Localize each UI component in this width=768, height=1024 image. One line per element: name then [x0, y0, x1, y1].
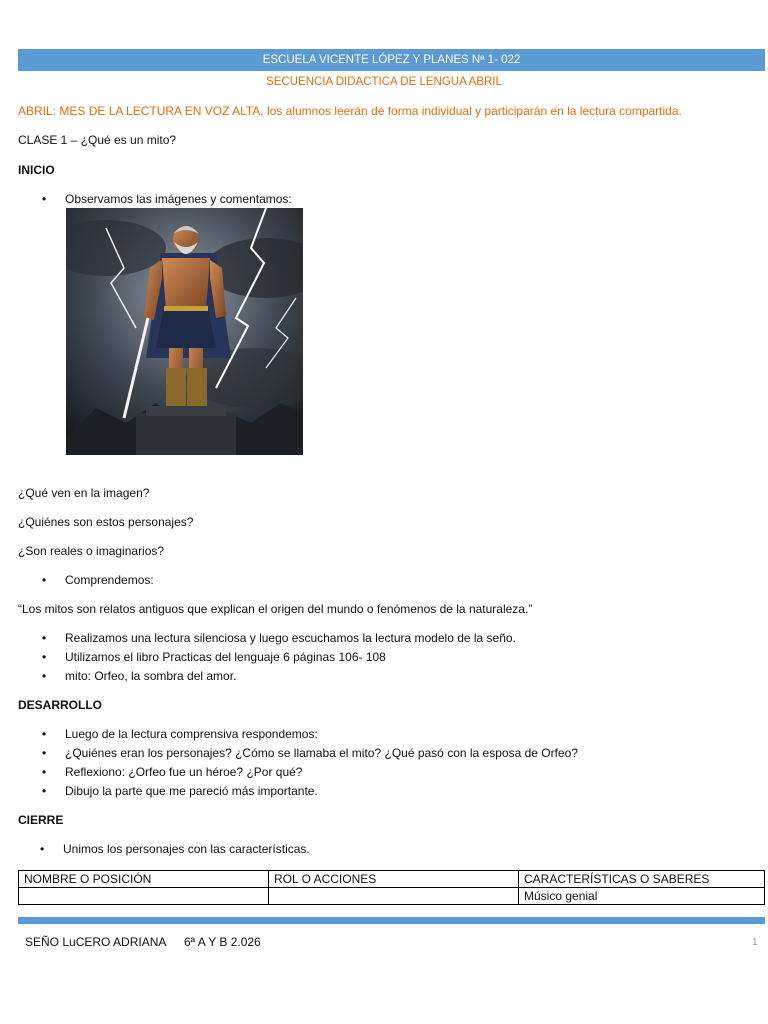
cierre-heading: CIERRE	[18, 813, 64, 827]
bullet-dot: •	[42, 746, 47, 760]
bullet-dot: •	[42, 192, 47, 206]
footer-divider	[18, 917, 765, 924]
question-text: ¿Son reales o imaginarios?	[18, 544, 165, 558]
bullet-dot: •	[42, 631, 47, 645]
question-text: ¿Quiénes son estos personajes?	[18, 515, 194, 529]
page-number: 1	[752, 937, 758, 948]
bullet-dot: •	[40, 842, 45, 856]
characters-table	[18, 870, 765, 905]
mythical-hero-image	[66, 208, 303, 455]
footer-teacher: SEÑO LuCERO ADRIANA	[25, 935, 167, 949]
table-header-cell: ROL O ACCIONES	[269, 871, 519, 888]
inicio-heading: INICIO	[18, 163, 55, 177]
myth-definition-quote: “Los mitos son relatos antiguos que explican el origen del mundo o fenómenos de la naturaleza.”	[18, 602, 533, 616]
bullet-dot: •	[42, 669, 47, 683]
bullet-dot: •	[42, 727, 47, 741]
intro-text: ABRIL: MES DE LA LECTURA EN VOZ ALTA, los alumnos leerán de forma individual y participarán en la lectura compartida.	[18, 104, 682, 118]
bullet-dot: •	[42, 784, 47, 798]
table-cell[interactable]: Músico genial	[519, 888, 765, 905]
sequence-subtitle: SECUENCIA DIDACTICA DE LENGUA ABRIL	[266, 76, 502, 88]
document-page: ESCUELA VICENTE LÓPEZ Y PLANES Nª 1- 022 SECUENCIA DIDACTICA DE LENGUA ABRIL ABRIL: MES DE LA LECTURA EN VOZ ALTA, los alumnos leerán de forma individual y participarán en la lectura compartida. CLASE 1 – ¿Qué es un mito? INICIO • Observamos las imágenes y comentamos: ¿Qué ven en la imagen? ¿Quiénes son estos personajes? ¿Son reales o imaginarios? • Comprendemos: “Los mitos son relatos antiguos que explican el origen del mundo o fenómenos de la naturaleza.” • Realizamos una lectura silenciosa y luego escuchamos la lectura modelo de la seño. • Utilizamos el libro Practicas del lenguaje 6 páginas 106- 108 • mito: Orfeo, la sombra del amor. DESARROLLO • Luego de la lectura comprensiva respondemos: • ¿Quiénes eran los personajes? ¿Cómo se llamaba el mito? ¿Qué pasó con la esposa de Orfeo? • Reflexiono: ¿Orfeo fue un héroe? ¿Por qué? • Dibujo la parte que me pareció más importante. CIERRE • Unimos los personajes con las características. NOMBRE O POSICIÓN ROL O ACCIONES CARACTERÍSTICAS O SABERES Músico genial SEÑO LuCERO ADRIANA 6ª A Y B 2.026 1	[0, 0, 768, 1024]
bullet-dot: •	[42, 573, 47, 587]
table-cell[interactable]	[19, 888, 269, 905]
table-header-cell: CARACTERÍSTICAS O SABERES	[519, 871, 765, 888]
bullet-dot: •	[42, 765, 47, 779]
bullet-dot: •	[42, 650, 47, 664]
table-cell[interactable]	[269, 888, 519, 905]
school-header: ESCUELA VICENTE LÓPEZ Y PLANES Nª 1- 022	[18, 49, 765, 71]
table-header-row	[19, 871, 765, 888]
class-title: CLASE 1 – ¿Qué es un mito?	[18, 133, 177, 147]
question-text: ¿Qué ven en la imagen?	[18, 486, 150, 500]
desarrollo-heading: DESARROLLO	[18, 698, 102, 712]
table-header-cell: NOMBRE O POSICIÓN	[19, 871, 269, 888]
footer-grade: 6ª A Y B 2.026	[184, 935, 261, 949]
table-row	[19, 888, 765, 905]
